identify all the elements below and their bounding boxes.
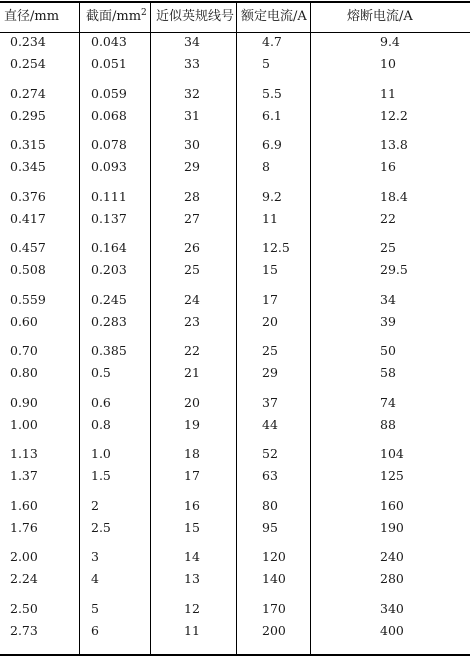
column-divider [236,2,237,655]
cell-diameter: 0.295 [10,107,46,123]
cell-cross-section: 0.283 [91,313,127,329]
cell-cross-section: 0.093 [91,159,127,174]
cell-cross-section: 0.385 [91,343,127,358]
cell-diameter: 1.76 [10,519,38,535]
cell-swg-gauge: 29 [184,159,200,174]
cell-fusing-current: 240 [380,549,404,564]
cell-cross-section: 0.051 [91,56,127,71]
table-top-border [0,1,470,3]
cell-cross-section: 2.5 [91,519,111,535]
cell-fusing-current: 190 [380,519,404,535]
cell-rated-current: 6.9 [262,137,282,152]
cell-rated-current: 4.7 [262,34,282,49]
cell-rated-current: 29 [262,365,278,380]
cell-rated-current: 63 [262,468,278,483]
cell-rated-current: 44 [262,416,278,432]
cell-diameter: 0.457 [10,240,46,255]
cell-cross-section: 0.8 [91,416,111,432]
cell-diameter: 0.70 [10,343,38,358]
cell-swg-gauge: 11 [184,622,200,638]
cell-diameter: 0.80 [10,365,38,380]
cell-rated-current: 140 [262,571,286,586]
cell-fusing-current: 88 [380,416,396,432]
cell-cross-section: 0.203 [91,262,127,277]
cell-fusing-current: 16 [380,159,396,174]
cell-swg-gauge: 34 [184,34,200,49]
cell-diameter: 0.274 [10,85,46,101]
cell-swg-gauge: 23 [184,313,200,329]
cell-cross-section: 0.043 [91,34,127,49]
cell-swg-gauge: 24 [184,291,200,307]
cell-diameter: 1.00 [10,416,38,432]
cell-swg-gauge: 14 [184,549,200,564]
cell-fusing-current: 340 [380,600,404,616]
header-cross-section-text: 截面/mm [86,9,142,24]
cell-fusing-current: 104 [380,446,404,461]
cell-cross-section: 6 [91,622,99,638]
cell-diameter: 0.559 [10,291,46,307]
cell-fusing-current: 12.2 [380,107,408,123]
cell-diameter: 0.376 [10,188,46,204]
cell-cross-section: 0.068 [91,107,127,123]
cell-diameter: 0.345 [10,159,46,174]
cell-fusing-current: 160 [380,497,404,513]
cell-diameter: 0.417 [10,210,46,226]
cell-fusing-current: 34 [380,291,396,307]
cell-rated-current: 5.5 [262,85,282,101]
cell-fusing-current: 29.5 [380,262,408,277]
cell-swg-gauge: 19 [184,416,200,432]
cell-cross-section: 0.6 [91,394,111,410]
cell-rated-current: 120 [262,549,286,564]
cell-fusing-current: 74 [380,394,396,410]
cell-swg-gauge: 33 [184,56,200,71]
cell-rated-current: 17 [262,291,278,307]
cell-cross-section: 0.078 [91,137,127,152]
cell-cross-section: 5 [91,600,99,616]
header-diameter: 直径/mm [4,9,60,24]
cell-cross-section: 3 [91,549,99,564]
cell-swg-gauge: 22 [184,343,200,358]
cell-rated-current: 170 [262,600,286,616]
cell-cross-section: 0.245 [91,291,127,307]
header-fusing-current: 熔断电流/A [347,9,413,24]
cell-fusing-current: 50 [380,343,396,358]
cell-rated-current: 15 [262,262,278,277]
cell-rated-current: 11 [262,210,278,226]
table-bottom-border [0,654,470,656]
cell-diameter: 2.50 [10,600,38,616]
cell-fusing-current: 58 [380,365,396,380]
cell-diameter: 0.234 [10,34,46,49]
cell-swg-gauge: 31 [184,107,200,123]
cell-swg-gauge: 16 [184,497,200,513]
cell-rated-current: 12.5 [262,240,290,255]
cell-diameter: 1.13 [10,446,38,461]
cell-diameter: 2.73 [10,622,38,638]
cell-swg-gauge: 30 [184,137,200,152]
cell-cross-section: 0.059 [91,85,127,101]
cell-swg-gauge: 18 [184,446,200,461]
cell-cross-section: 2 [91,497,99,513]
cell-rated-current: 95 [262,519,278,535]
cell-diameter: 0.60 [10,313,38,329]
cell-fusing-current: 280 [380,571,404,586]
cell-diameter: 0.90 [10,394,38,410]
cell-swg-gauge: 27 [184,210,200,226]
cell-rated-current: 37 [262,394,278,410]
cell-swg-gauge: 25 [184,262,200,277]
cell-swg-gauge: 26 [184,240,200,255]
cell-swg-gauge: 20 [184,394,200,410]
cell-rated-current: 9.2 [262,188,282,204]
cell-cross-section: 0.137 [91,210,127,226]
cell-rated-current: 5 [262,56,270,71]
cell-fusing-current: 10 [380,56,396,71]
cell-fusing-current: 400 [380,622,404,638]
cell-rated-current: 80 [262,497,278,513]
cell-diameter: 1.60 [10,497,38,513]
cell-rated-current: 25 [262,343,278,358]
cell-swg-gauge: 13 [184,571,200,586]
cell-diameter: 2.00 [10,549,38,564]
cell-fusing-current: 125 [380,468,404,483]
header-cross-section [86,8,147,26]
header-cross-section-exponent: 2 [141,8,147,18]
cell-swg-gauge: 28 [184,188,200,204]
cell-rated-current: 20 [262,313,278,329]
header-divider [0,32,470,33]
cell-fusing-current: 11 [380,85,396,101]
cell-swg-gauge: 15 [184,519,200,535]
column-divider [310,2,311,655]
cell-fusing-current: 18.4 [380,188,408,204]
cell-cross-section: 0.5 [91,365,111,380]
cell-cross-section: 4 [91,571,99,586]
cell-swg-gauge: 21 [184,365,200,380]
cell-diameter: 0.254 [10,56,46,71]
cell-rated-current: 8 [262,159,270,174]
header-swg-gauge: 近似英规线号 [156,9,235,24]
cell-swg-gauge: 32 [184,85,200,101]
cell-rated-current: 52 [262,446,278,461]
cell-fusing-current: 22 [380,210,396,226]
cell-rated-current: 200 [262,622,286,638]
cell-swg-gauge: 12 [184,600,200,616]
cell-rated-current: 6.1 [262,107,282,123]
cell-cross-section: 0.164 [91,240,127,255]
column-divider [79,2,80,655]
cell-fusing-current: 9.4 [380,34,400,49]
cell-cross-section: 0.111 [91,188,127,204]
cell-cross-section: 1.0 [91,446,111,461]
cell-swg-gauge: 17 [184,468,200,483]
cell-cross-section: 1.5 [91,468,111,483]
cell-diameter: 2.24 [10,571,38,586]
cell-fusing-current: 25 [380,240,396,255]
cell-fusing-current: 39 [380,313,396,329]
cell-diameter: 1.37 [10,468,38,483]
cell-diameter: 0.315 [10,137,46,152]
cell-fusing-current: 13.8 [380,137,408,152]
cell-diameter: 0.508 [10,262,46,277]
header-rated-current: 额定电流/A [241,9,307,24]
column-divider [150,2,151,655]
